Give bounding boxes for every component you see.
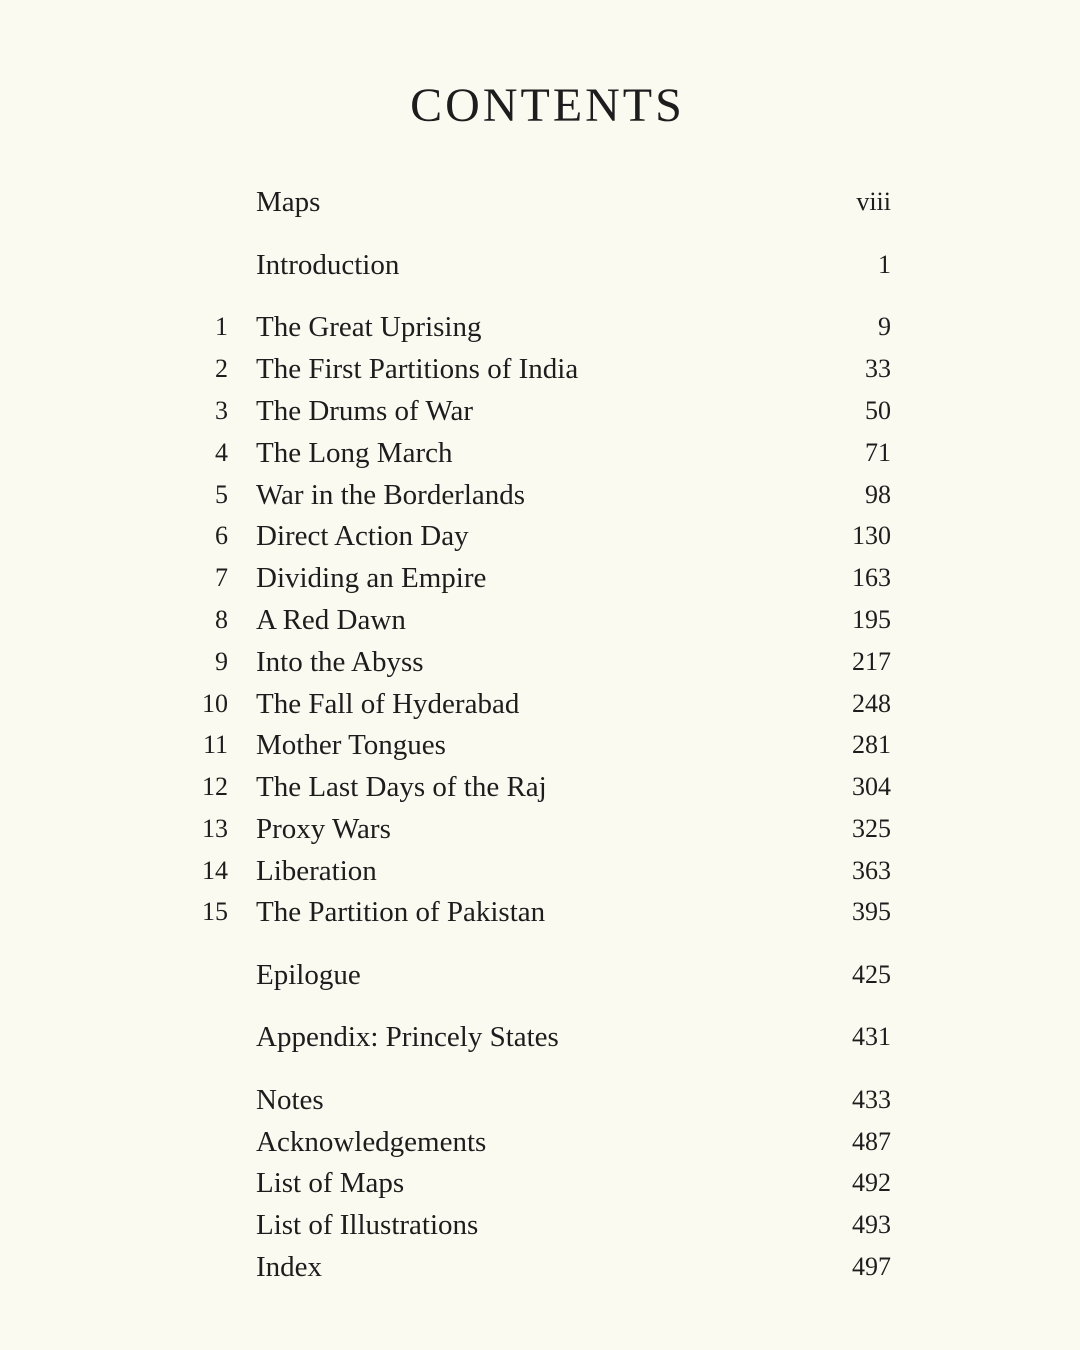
entry-title: Mother Tongues [256, 729, 446, 761]
toc-entry-chapter-14[interactable] [0, 850, 1080, 892]
entry-page-number: 195 [852, 605, 891, 634]
entry-page-number: 395 [852, 897, 891, 926]
entry-title: The First Partitions of India [256, 353, 579, 385]
chapter-number: 1 [215, 312, 228, 341]
toc-entry-chapter-11[interactable] [0, 724, 1080, 766]
toc-entry-chapter-5[interactable] [0, 474, 1080, 516]
toc-entry-chapter-13[interactable] [0, 808, 1080, 850]
entry-page-number: 492 [852, 1168, 891, 1197]
entry-page-number: 325 [852, 814, 891, 843]
toc-entry-chapter-15[interactable] [0, 891, 1080, 933]
entry-title: Appendix: Princely States [256, 1021, 559, 1053]
entry-title: Acknowledgements [256, 1126, 487, 1158]
toc-entry-chapter-9[interactable] [0, 641, 1080, 683]
entry-page-number: 217 [852, 647, 891, 676]
chapter-number: 3 [215, 396, 228, 425]
chapter-number: 2 [215, 354, 228, 383]
toc-entry-chapter-2[interactable] [0, 348, 1080, 390]
toc-entry-chapter-10[interactable] [0, 683, 1080, 725]
chapter-number: 10 [202, 689, 228, 718]
toc-entry-index[interactable] [0, 1246, 1080, 1288]
entry-page-number: 71 [865, 438, 891, 467]
chapter-number: 13 [202, 814, 228, 843]
entry-page-number: 304 [852, 772, 891, 801]
entry-page-number: 163 [852, 563, 891, 592]
toc-entry-list-of-illustrations[interactable] [0, 1204, 1080, 1246]
chapter-number: 6 [215, 521, 228, 550]
toc-entry-acknowledgements[interactable] [0, 1121, 1080, 1163]
entry-title: The Fall of Hyderabad [256, 688, 520, 720]
entry-title: A Red Dawn [256, 604, 406, 636]
entry-page-number: 1 [878, 250, 891, 279]
toc-entry-appendix[interactable] [0, 1016, 1080, 1058]
entry-title: The Great Uprising [256, 311, 482, 343]
toc-entry-chapter-3[interactable] [0, 390, 1080, 432]
entry-page-number: 50 [865, 396, 891, 425]
toc-entry-chapter-12[interactable] [0, 766, 1080, 808]
entry-page-number: 493 [852, 1210, 891, 1239]
entry-title: Notes [256, 1084, 324, 1116]
entry-page-number: 425 [852, 960, 891, 989]
entry-page-number: 9 [878, 312, 891, 341]
entry-page-number: 248 [852, 689, 891, 718]
toc-entry-epilogue[interactable] [0, 954, 1080, 996]
chapter-number: 12 [202, 772, 228, 801]
entry-title: Epilogue [256, 959, 361, 991]
entry-page-number: 33 [865, 354, 891, 383]
entry-page-number: 487 [852, 1127, 891, 1156]
entry-title: Maps [256, 186, 321, 218]
entry-title: Index [256, 1251, 323, 1283]
toc-entry-chapter-7[interactable] [0, 557, 1080, 599]
chapter-number: 5 [215, 480, 228, 509]
toc-entry-chapter-8[interactable] [0, 599, 1080, 641]
entry-page-number: 497 [852, 1252, 891, 1281]
entry-title: Liberation [256, 855, 377, 887]
chapter-number: 7 [215, 563, 228, 592]
entry-title: War in the Borderlands [256, 479, 526, 511]
toc-entry-maps[interactable] [0, 181, 1080, 223]
entry-title: Proxy Wars [256, 813, 391, 845]
entry-title: The Drums of War [256, 395, 473, 427]
page-title: CONTENTS [410, 79, 685, 132]
chapter-number: 4 [215, 438, 228, 467]
toc-entry-chapter-6[interactable] [0, 515, 1080, 557]
entry-title: List of Maps [256, 1167, 405, 1199]
entry-title: The Long March [256, 437, 453, 469]
entry-page-number: 98 [865, 480, 891, 509]
entry-page-number: viii [856, 187, 891, 216]
chapter-number: 11 [202, 730, 228, 759]
chapter-number: 9 [215, 647, 228, 676]
entry-title: Direct Action Day [256, 520, 469, 552]
toc-entry-chapter-4[interactable] [0, 432, 1080, 474]
entry-title: The Partition of Pakistan [256, 896, 546, 928]
entry-title: List of Illustrations [256, 1209, 479, 1241]
toc-entry-notes[interactable] [0, 1079, 1080, 1121]
toc-entry-introduction[interactable] [0, 244, 1080, 286]
chapter-number: 8 [215, 605, 228, 634]
toc-entry-list-of-maps[interactable] [0, 1162, 1080, 1204]
chapter-number: 15 [202, 897, 228, 926]
toc-entry-chapter-1[interactable] [0, 306, 1080, 348]
entry-title: The Last Days of the Raj [256, 771, 547, 803]
entry-page-number: 433 [852, 1085, 891, 1114]
entry-title: Introduction [256, 249, 400, 281]
entry-page-number: 130 [852, 521, 891, 550]
entry-title: Dividing an Empire [256, 562, 487, 594]
entry-page-number: 431 [852, 1022, 891, 1051]
entry-page-number: 281 [852, 730, 891, 759]
entry-title: Into the Abyss [256, 646, 424, 678]
entry-page-number: 363 [852, 856, 891, 885]
chapter-number: 14 [202, 856, 228, 885]
